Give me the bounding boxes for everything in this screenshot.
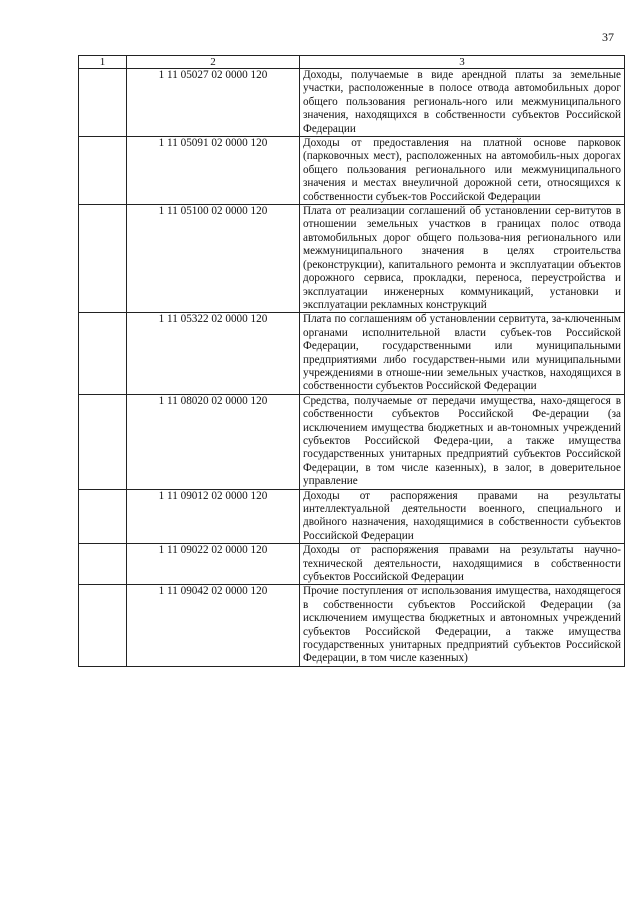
row-number-cell: [79, 585, 127, 666]
budget-code-cell: 1 11 09012 02 0000 120: [127, 489, 300, 544]
table-row: [79, 69, 625, 137]
row-number-cell: [79, 313, 127, 394]
table-header-row: [79, 56, 625, 69]
budget-code-cell: 1 11 05027 02 0000 120: [127, 69, 300, 137]
row-number-cell: [79, 137, 127, 205]
row-number-cell: [79, 394, 127, 489]
table-row: [79, 394, 625, 489]
description-cell: Доходы, получаемые в виде арендной платы за земельные участки, расположенные в полосе отвода автомобильных дорог общего пользования региональ-ного или межмуниципального значения, находящихся в собственности субъектов Российской Федерации: [300, 69, 625, 137]
description-cell: Плата по соглашениям об установлении сервитута, за-ключенным органами исполнительной власти субъек-тов Российской Федерации, государственными или муниципальными предприятиями либо государствен-ными или муниципальными учреждениями в отноше-нии земельных участков, находящихся в собственности субъектов Российской Федерации: [300, 313, 625, 394]
table-row: [79, 313, 625, 394]
table-row: [79, 544, 625, 585]
row-number-cell: [79, 69, 127, 137]
description-cell: Плата от реализации соглашений об установлении сер-витутов в отношении земельных участков в границах полос отвода автомобильных дорог общего пользова-ния регионального или межмуниципального значения в целях строительства (реконструкции), капитального ремонта и эксплуатации объектов дорожного сервиса, прокладки, переноса, переустройства и эксплуатации инженерных коммуникаций, установки и эксплуатации рекламных конструкций: [300, 205, 625, 313]
description-cell: Доходы от предоставления на платной основе парковок (парковочных мест), расположенных на автомобиль-ных дорогах общего пользования регионального или межмуниципального значения и местах внеуличной дорожной сети, относящихся к собственности субъек-тов Российской Федерации: [300, 137, 625, 205]
column-header-1: 1: [79, 56, 127, 69]
table-row: [79, 205, 625, 313]
budget-code-cell: 1 11 08020 02 0000 120: [127, 394, 300, 489]
description-cell: Доходы от распоряжения правами на результаты интеллектуальной деятельности военного, специального и двойного назначения, находящимися в собственности субъектов Российской Федерации: [300, 489, 625, 544]
budget-revenue-table: [78, 55, 625, 667]
budget-code-cell: 1 11 05091 02 0000 120: [127, 137, 300, 205]
budget-code-cell: 1 11 05100 02 0000 120: [127, 205, 300, 313]
column-header-2: 2: [127, 56, 300, 69]
table-row: [79, 137, 625, 205]
description-cell: Средства, получаемые от передачи имущества, нахо-дящегося в собственности субъектов Российской Фе-дерации (за исключением имущества бюджетных и ав-тономных учреждений субъектов Российской Федера-ции, а также имущества государственных унитарных предприятий субъектов Российской Федерации, в том числе казенных), в залог, в доверительное управление: [300, 394, 625, 489]
page-number: 37: [602, 30, 614, 44]
description-cell: Прочие поступления от использования имущества, находящегося в собственности субъектов Российской Федерации (за исключением имущества бюджетных и автономных учреждений субъектов Российской Федерации, а также имущества государственных унитарных предприятий субъектов Российской Федерации, в том числе казенных): [300, 585, 625, 666]
budget-code-cell: 1 11 09022 02 0000 120: [127, 544, 300, 585]
description-cell: Доходы от распоряжения правами на результаты научно-технической деятельности, находящимися в собственности субъектов Российской Федерации: [300, 544, 625, 585]
table-row: [79, 585, 625, 666]
row-number-cell: [79, 489, 127, 544]
row-number-cell: [79, 544, 127, 585]
budget-code-cell: 1 11 09042 02 0000 120: [127, 585, 300, 666]
column-header-3: 3: [300, 56, 625, 69]
row-number-cell: [79, 205, 127, 313]
table-row: [79, 489, 625, 544]
budget-code-cell: 1 11 05322 02 0000 120: [127, 313, 300, 394]
